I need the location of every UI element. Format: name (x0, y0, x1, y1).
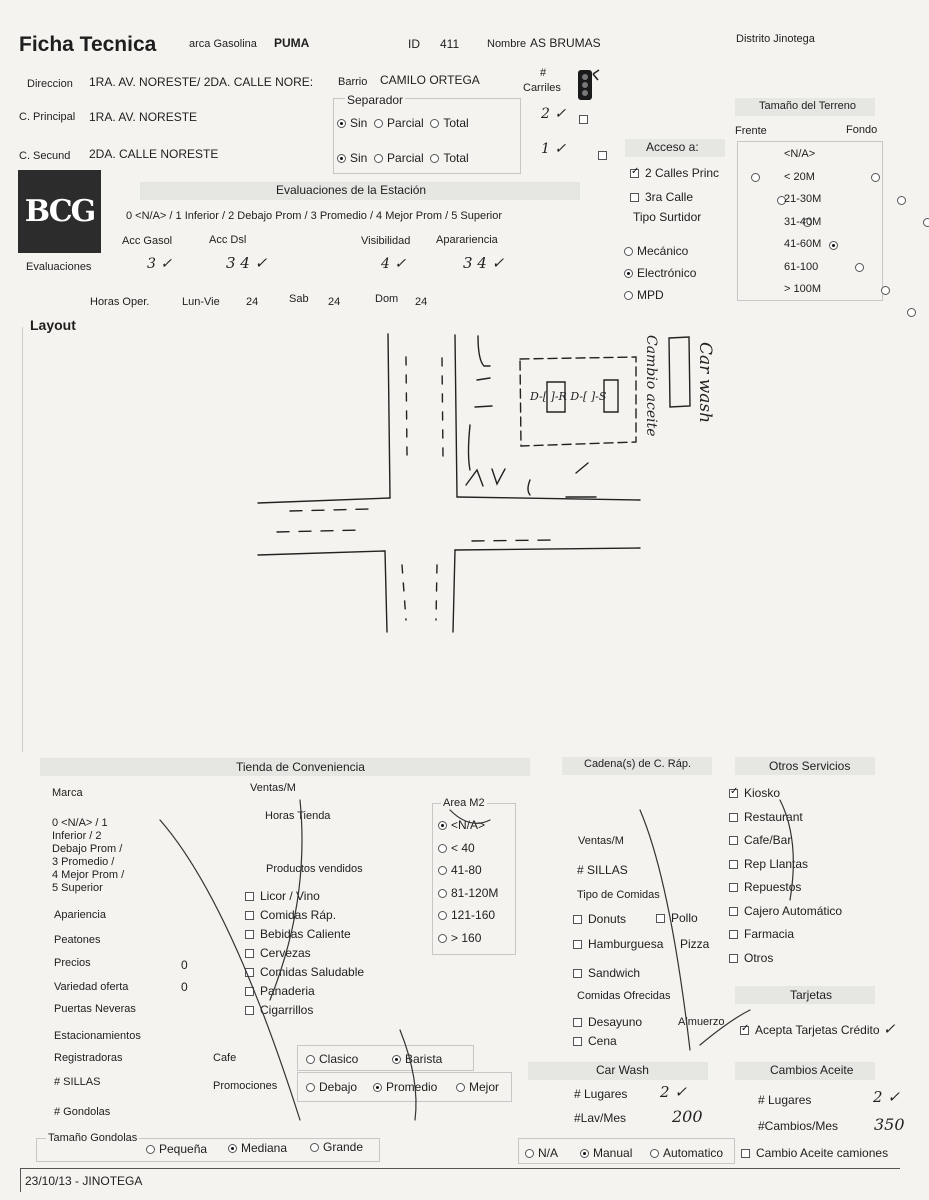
horas-dom-value: 24 (415, 296, 428, 308)
tienda-metric-label: Puertas Neveras (54, 1003, 136, 1015)
cadenas-cena[interactable]: Cena (573, 1034, 617, 1048)
aceite-cambios-value: 350 (874, 1115, 905, 1134)
terreno-option-label: 41-60M (784, 238, 822, 250)
nombre-label: Nombre (487, 38, 527, 50)
surtidor-title: Tipo Surtidor (633, 210, 702, 224)
promo-debajo[interactable]: Debajo (306, 1080, 357, 1094)
terreno-frente-label: Frente (735, 125, 767, 137)
separador-row2-sin[interactable]: Sin (337, 151, 367, 165)
barrio-value: CAMILO ORTEGA (380, 73, 480, 87)
horas-label: Horas Oper. (90, 296, 150, 308)
secund-label: C. Secund (19, 150, 71, 162)
carwash-tipo-automatico[interactable]: Automatico (650, 1146, 723, 1160)
area-option-radio[interactable]: <N/A> (438, 818, 485, 832)
horas-sab-value: 24 (328, 296, 341, 308)
cadenas-tipo-label: Tipo de Comidas (577, 889, 660, 901)
cadenas-donuts[interactable]: Donuts (573, 912, 626, 926)
layout-pumps-label: D-[ ]-R D-[ ]-S (530, 390, 607, 403)
nombre-value: AS BRUMAS (530, 36, 601, 50)
gondolas-pequena[interactable]: Pequeña (146, 1142, 207, 1156)
area-option-radio[interactable]: 121-160 (438, 908, 495, 922)
terreno-option-label: 21-30M (784, 193, 822, 205)
terreno-option-label: 31-40M (784, 215, 822, 228)
eval-apariencia-label: Aparariencia (436, 234, 498, 246)
separador-row1-parcial[interactable]: Parcial (374, 116, 424, 130)
barrio-label: Barrio (338, 76, 368, 88)
otros-servicio-checkbox[interactable]: Farmacia (729, 927, 794, 941)
carwash-lav-value: 200 (672, 1107, 703, 1126)
producto-checkbox[interactable]: Comidas Ráp. (245, 908, 336, 922)
otros-servicio-checkbox[interactable]: ✓Kiosko (729, 786, 780, 800)
aceite-title: Cambios Aceite (770, 1063, 854, 1077)
terreno-title: Tamaño del Terreno (759, 100, 857, 112)
otros-servicio-checkbox[interactable]: Otros (729, 951, 773, 965)
carwash-lav-label: #Lav/Mes (574, 1111, 627, 1125)
cadenas-pizza: Pizza (680, 937, 710, 951)
form-title: Ficha Tecnica (19, 33, 157, 56)
producto-checkbox[interactable]: Panaderia (245, 984, 315, 998)
secund-value: 2DA. CALLE NORESTE (89, 147, 219, 161)
cafe-barista[interactable]: Barista (392, 1052, 442, 1066)
tienda-metric-label: # SILLAS (54, 1076, 101, 1088)
horas-lunvie-value: 24 (246, 296, 259, 308)
area-option-radio[interactable]: < 40 (438, 841, 475, 855)
tienda-metric-label: Apariencia (54, 909, 106, 921)
tarjetas-title: Tarjetas (790, 988, 833, 1002)
separador-title: Separador (347, 93, 404, 107)
producto-checkbox[interactable]: Comidas Saludable (245, 965, 364, 979)
surtidor-mecanico[interactable]: Mecánico (624, 244, 688, 258)
id-value: 411 (440, 37, 460, 51)
eval-label: Evaluaciones (26, 261, 92, 273)
separador-row1-total[interactable]: Total (430, 116, 468, 130)
tienda-metric-label: # Gondolas (54, 1106, 111, 1118)
area-option-radio[interactable]: 41-80 (438, 863, 482, 877)
tienda-metric-label: Peatones (54, 934, 101, 946)
eval-acc-gasol-label: Acc Gasol (122, 235, 173, 247)
promo-promedio[interactable]: Promedio (373, 1080, 437, 1094)
tienda-productos-label: Productos vendidos (266, 863, 363, 875)
otros-servicio-checkbox[interactable]: Cajero Automático (729, 904, 842, 918)
terreno-option-label: 61-100 (784, 260, 819, 273)
terreno-option-label: < 20M (784, 170, 815, 183)
terreno-fondo-label: Fondo (846, 124, 878, 136)
gondolas-mediana[interactable]: Mediana (228, 1141, 287, 1155)
cafe-clasico[interactable]: Clasico (306, 1052, 358, 1066)
surtidor-mpd[interactable]: MPD (624, 288, 664, 302)
tienda-variedad-value: 0 (181, 980, 188, 994)
eval-scale: 0 <N/A> / 1 Inferior / 2 Debajo Prom / 3 Promedio / 4 Mejor Prom / 5 Superior (126, 210, 502, 222)
aceite-cambios-label: #Cambios/Mes (758, 1119, 839, 1133)
tienda-metric-label: Estacionamientos (54, 1030, 141, 1042)
footer-rule-v (20, 1168, 21, 1192)
footer-rule (20, 1168, 900, 1169)
carriles-row2: 1 ✓ (541, 141, 567, 157)
bcg-logo: BCG (18, 170, 101, 253)
carriles-label: Carriles (523, 82, 561, 94)
horas-lunvie-label: Lun-Vie (182, 296, 220, 308)
cadenas-hamburguesa[interactable]: Hamburguesa (573, 937, 663, 951)
terreno-option-label: <N/A> (784, 148, 816, 160)
tienda-title: Tienda de Conveniencia (236, 760, 365, 774)
tienda-marca-label: Marca (52, 787, 83, 799)
eval-visibilidad-value: 4 ✓ (381, 256, 407, 272)
separador-row2-parcial[interactable]: Parcial (374, 151, 424, 165)
area-option-radio[interactable]: > 160 (438, 931, 481, 945)
marca-label: arca Gasolina (189, 38, 257, 50)
gondolas-grande[interactable]: Grande (310, 1140, 363, 1154)
gondolas-label: Tamaño Gondolas (48, 1132, 138, 1144)
marca-value: PUMA (274, 36, 310, 50)
terreno-option-label: > 100M (784, 283, 821, 295)
otros-title: Otros Servicios (769, 759, 851, 773)
direccion-value: 1RA. AV. NORESTE/ 2DA. CALLE NORE: (89, 75, 314, 89)
tienda-metric-label: Precios (54, 957, 91, 969)
area-option-radio[interactable]: 81-120M (438, 886, 498, 900)
tarjetas-item[interactable]: ✓Acepta Tarjetas Crédito ✓ (740, 1020, 895, 1038)
carriles-row1: 2 ✓ (541, 106, 567, 122)
cadenas-sandwich[interactable]: Sandwich (573, 966, 640, 980)
otros-servicio-checkbox[interactable]: Rep Llantas (729, 857, 808, 871)
horas-dom-label: Dom (375, 293, 399, 305)
promo-mejor[interactable]: Mejor (456, 1080, 499, 1094)
producto-checkbox[interactable]: Cervezas (245, 946, 311, 960)
cadenas-desayuno[interactable]: Desayuno (573, 1015, 642, 1029)
tienda-scale: 0 <N/A> / 1 Inferior / 2 Debajo Prom / 3 Promedio / 4 Mejor Prom / 5 Superior (52, 817, 125, 894)
tienda-metric-label: Registradoras (54, 1052, 123, 1064)
acceso-3ra[interactable]: 3ra Calle (630, 190, 693, 204)
area-title: Area M2 (443, 797, 485, 809)
cadenas-ventas-label: Ventas/M (578, 835, 624, 847)
cadenas-pollo[interactable]: Pollo (656, 911, 698, 925)
principal-value: 1RA. AV. NORESTE (89, 110, 198, 124)
separador-row1-sin[interactable]: Sin (337, 116, 367, 130)
id-label: ID (408, 37, 420, 51)
footer-text: 23/10/13 - JINOTEGA (25, 1174, 143, 1188)
aceite-lugares-label: # Lugares (758, 1093, 812, 1107)
acceso-title: Acceso a: (646, 140, 699, 154)
acceso-2calles[interactable]: ✓2 Calles Princ (630, 166, 719, 180)
layout-carwash-label: Car wash (695, 342, 715, 424)
tienda-ventas-label: Ventas/M (250, 782, 296, 794)
horas-sab-label: Sab (289, 293, 309, 305)
eval-visibilidad-label: Visibilidad (361, 235, 411, 247)
cadenas-ofrecidas-label: Comidas Ofrecidas (577, 990, 671, 1002)
promo-label: Promociones (213, 1080, 278, 1092)
carriles-hash: # (540, 67, 547, 79)
producto-checkbox[interactable]: Cigarrillos (245, 1003, 313, 1017)
tienda-precios-value: 0 (181, 958, 188, 972)
otros-servicio-checkbox[interactable]: Repuestos (729, 880, 801, 894)
distrito-label: Distrito Jinotega (736, 33, 815, 45)
principal-label: C. Principal (19, 111, 76, 123)
cadenas-almuerzo: Almuerzo (678, 1016, 725, 1028)
producto-checkbox[interactable]: Licor / Vino (245, 889, 320, 903)
layout-title: Layout (30, 317, 76, 333)
carwash-tipo-manual[interactable]: Manual (580, 1146, 632, 1160)
layout-cambio-label: Cambio aceite (643, 335, 659, 437)
eval-title: Evaluaciones de la Estación (276, 183, 427, 197)
aceite-camiones[interactable]: Cambio Aceite camiones (741, 1146, 888, 1160)
eval-acc-gasol-value: 3 ✓ (147, 256, 173, 272)
eval-acc-dsl-value: 3 4 ✓ (226, 254, 268, 272)
tienda-horas-label: Horas Tienda (265, 810, 331, 822)
cafe-label: Cafe (213, 1052, 237, 1064)
aceite-lugares-value: 2 ✓ (873, 1088, 900, 1106)
otros-servicio-checkbox[interactable]: Cafe/Bar (729, 833, 791, 847)
cadenas-sillas-label: # SILLAS (577, 863, 628, 877)
eval-acc-dsl-label: Acc Dsl (209, 234, 247, 246)
eval-apariencia-value: 3 4 ✓ (463, 254, 505, 272)
carwash-tipo-na[interactable]: N/A (525, 1146, 558, 1160)
surtidor-electronico[interactable]: Electrónico (624, 266, 696, 280)
tienda-metric-label: Variedad oferta (54, 981, 129, 993)
direccion-label: Direccion (27, 78, 73, 90)
carwash-lugares-label: # Lugares (574, 1087, 628, 1101)
carwash-title: Car Wash (596, 1063, 649, 1077)
producto-checkbox[interactable]: Bebidas Caliente (245, 927, 351, 941)
carwash-lugares-value: 2 ✓ (660, 1083, 687, 1101)
cadenas-title: Cadena(s) de C. Ráp. (584, 758, 691, 770)
separador-row2-total[interactable]: Total (430, 151, 468, 165)
otros-servicio-checkbox[interactable]: Restaurant (729, 810, 803, 824)
